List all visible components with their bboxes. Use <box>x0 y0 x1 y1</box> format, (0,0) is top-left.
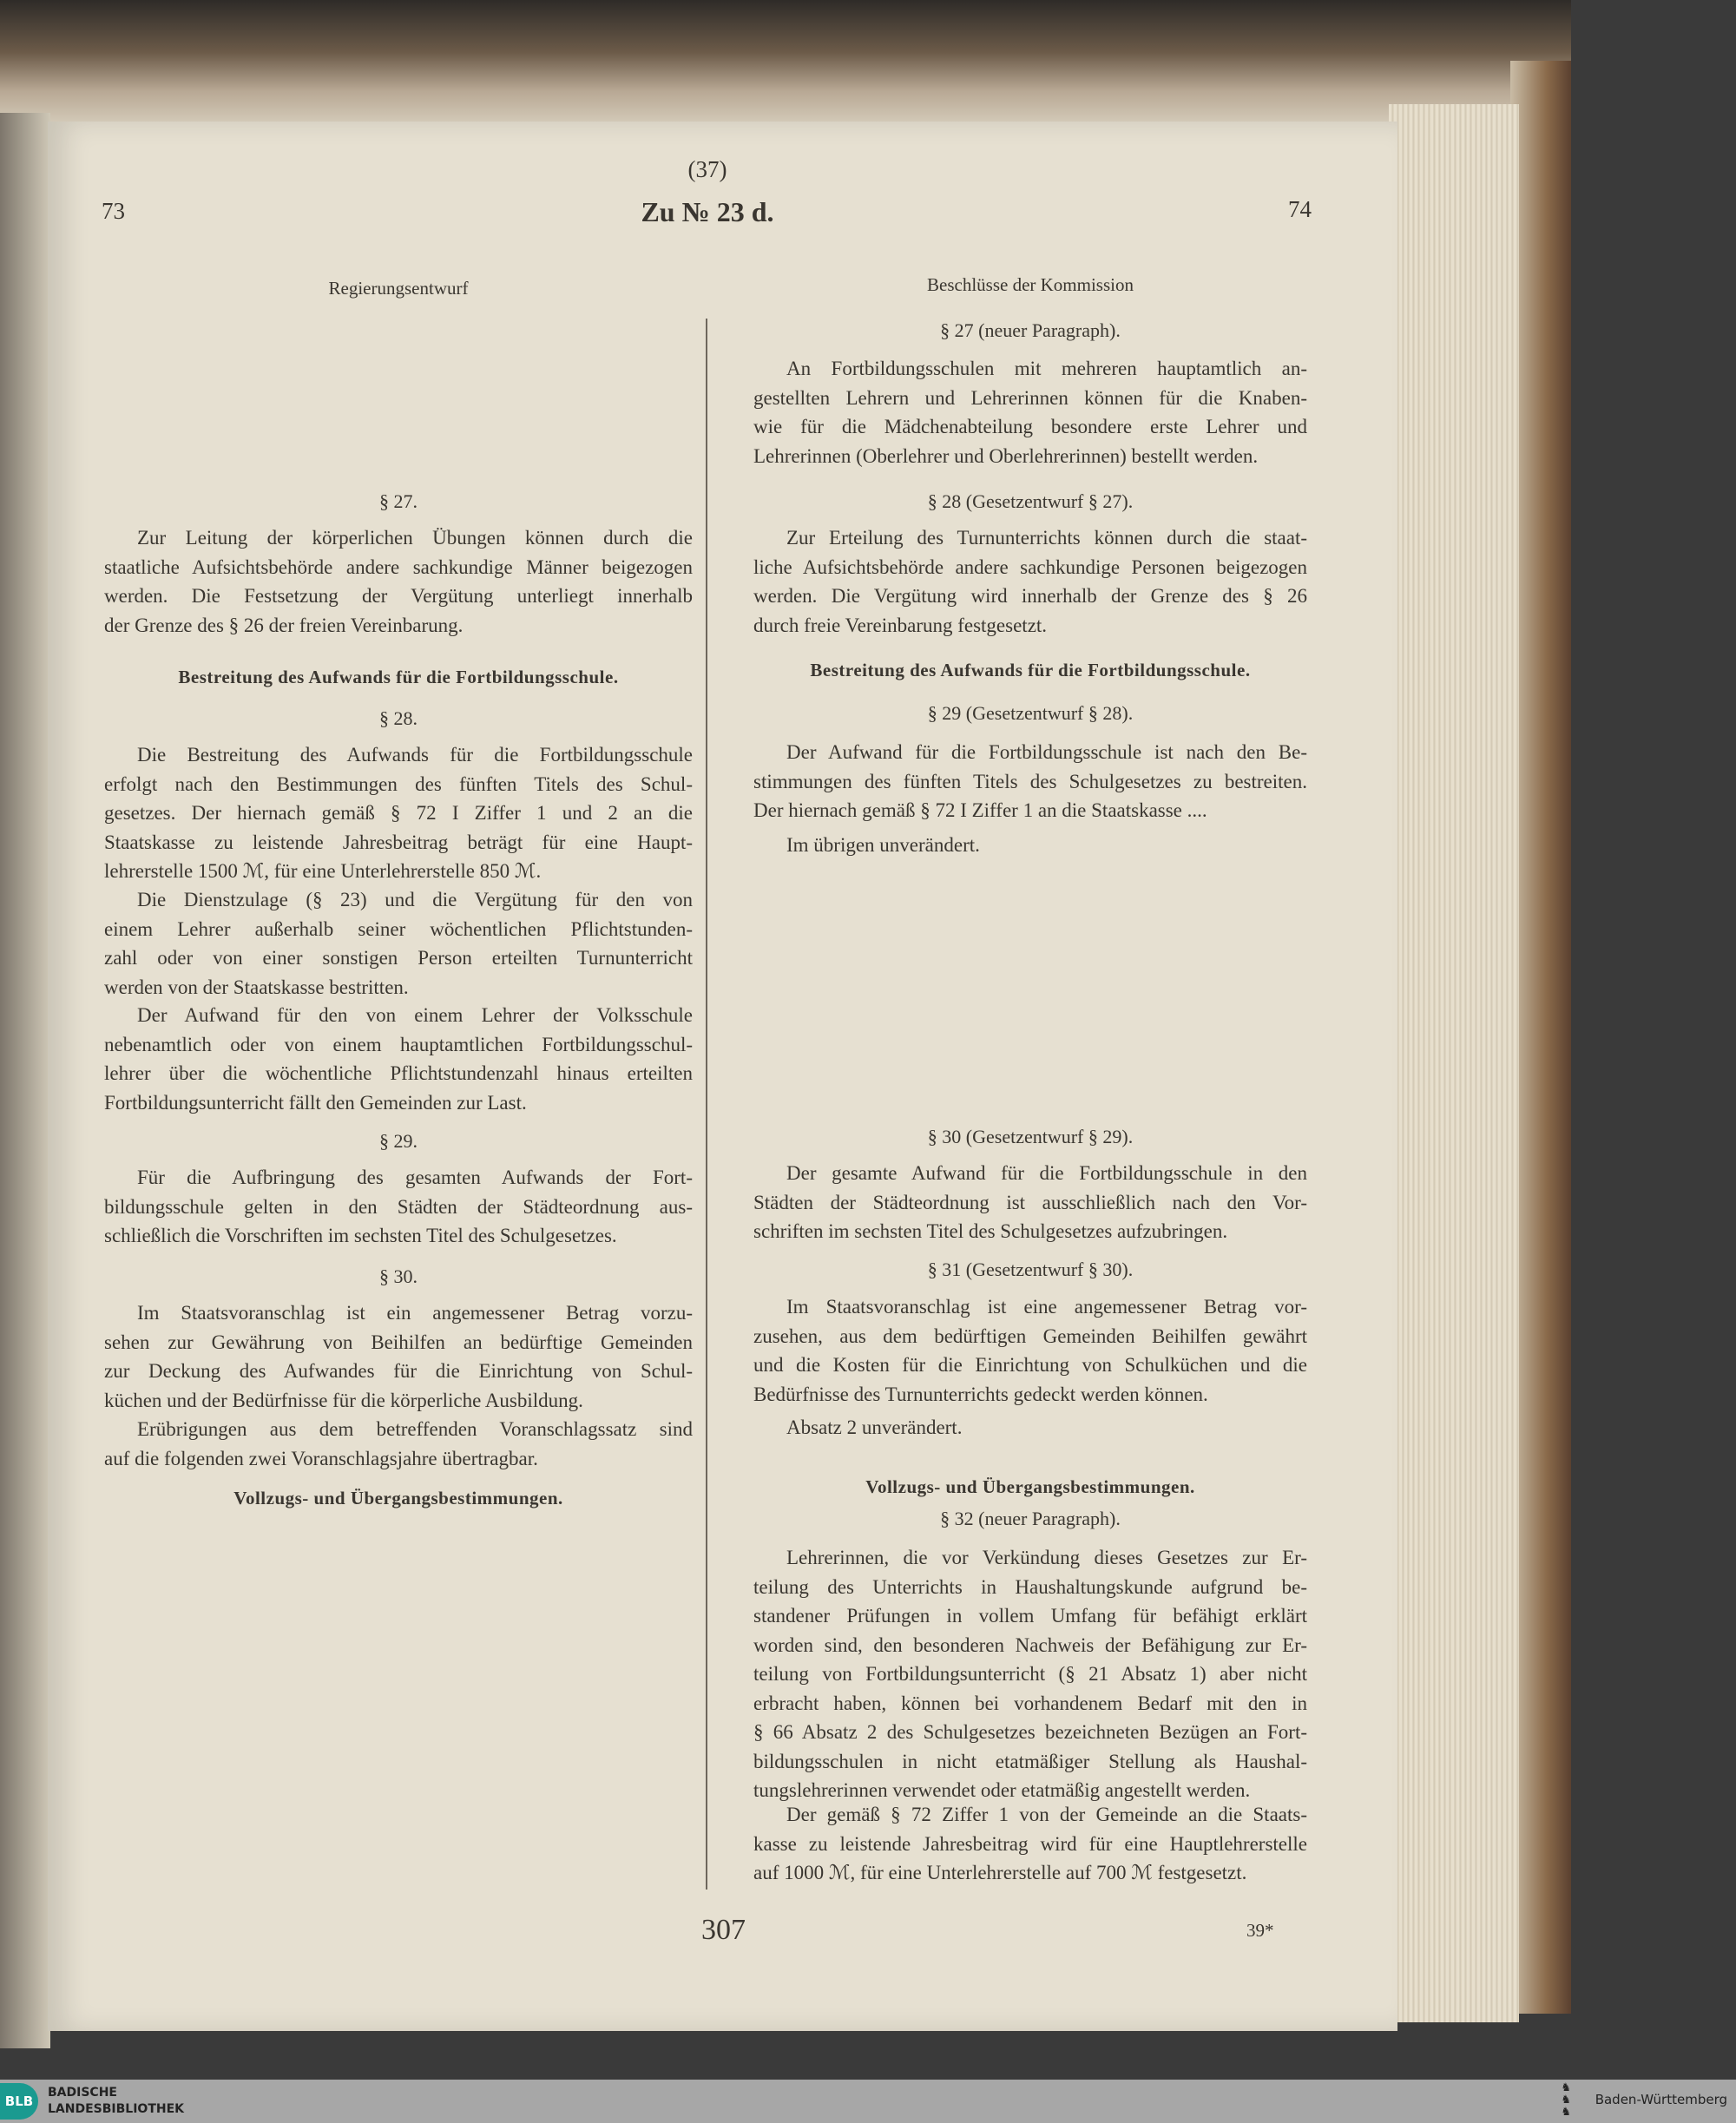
text-line: Der hiernach gemäß § 72 I Ziffer 1 an die Staatskasse .... <box>753 799 1207 821</box>
library-name <box>48 2085 184 2118</box>
paragraph <box>753 1800 1307 1888</box>
state-label[interactable]: Baden-Württemberg <box>1595 2092 1727 2107</box>
section-title: § 30. <box>379 1265 418 1287</box>
paragraph <box>104 1001 693 1117</box>
paragraph <box>753 523 1307 640</box>
text-line: lehrer über die wöchentliche Pflichtstundenzahl hinaus erteilten <box>104 1062 693 1084</box>
text-line: auf 1000 ℳ, für eine Unterlehrerstelle auf 700 ℳ festgesetzt. <box>753 1862 1247 1883</box>
column-divider <box>706 319 707 1890</box>
text-line: Bedürfnisse des Turnunterrichts gedeckt werden können. <box>753 1383 1208 1405</box>
paragraph <box>753 1159 1307 1246</box>
text-line: zahl oder von einer sonstigen Person erteilten Turnunterricht <box>104 947 693 969</box>
lions-crest-icon: ♞ ♞ ♞ <box>1561 2081 1571 2119</box>
section-title: § 28 (Gesetzentwurf § 27). <box>927 490 1134 512</box>
text-line: wie für die Mädchenabteilung besondere erste Lehrer und <box>753 416 1307 437</box>
text-line: Lehrerinnen (Oberlehrer und Oberlehrerinnen) bestellt werden. <box>753 444 1259 467</box>
text-line: gesetzes. Der hiernach gemäß § 72 I Ziffer 1 und 2 an die <box>104 802 693 824</box>
text-line: Erübrigungen aus dem betreffenden Voranschlagssatz sind <box>137 1418 693 1440</box>
book-top-edge <box>0 0 1571 130</box>
text-line: Fortbildungsunterricht fällt den Gemeinden zur Last. <box>104 1091 527 1114</box>
text-line: einem Lehrer außerhalb seiner wöchentlichen Pflichtstunden- <box>104 917 693 940</box>
section-heading: Vollzugs- und Übergangsbestimmungen. <box>865 1476 1195 1497</box>
right-column-title: Beschlüsse der Kommission <box>927 274 1134 295</box>
text-line: Der Aufwand für den von einem Lehrer der Volksschule <box>137 1004 693 1026</box>
text-line: Der gesamte Aufwand für die Fortbildungsschule in den <box>786 1162 1307 1184</box>
library-name-line2: LANDESBIBLIOTHEK <box>48 2102 185 2116</box>
text-line: Im übrigen unverändert. <box>786 834 980 856</box>
text-line: tungslehrerinnen verwendet oder etatmäßig angestellt werden. <box>753 1779 1251 1801</box>
section-title: § 27 (neuer Paragraph). <box>940 319 1121 341</box>
text-line: zusehen, aus dem bedürftigen Gemeinden Beihilfen gewährt <box>753 1324 1307 1347</box>
text-line: kasse zu leistende Jahresbeitrag wird für eine Hauptlehrerstelle <box>753 1832 1307 1855</box>
paragraph <box>104 1298 693 1415</box>
section-title: § 28. <box>379 707 418 729</box>
text-line: Die Bestreitung des Aufwands für die Fortbildungsschule <box>137 744 693 766</box>
text-line: der Grenze des § 26 der freien Vereinbarung. <box>104 614 464 636</box>
plate-number: (37) <box>687 156 727 182</box>
text-line: teilung des Unterrichts in Haushaltungskunde aufgrund be- <box>753 1575 1307 1598</box>
paragraph <box>753 831 1307 860</box>
paragraph <box>753 1292 1307 1409</box>
text-line: schließlich die Vorschriften im sechsten Titel des Schulgesetzes. <box>104 1225 617 1246</box>
text-line: bildungsschulen in nicht etatmäßiger Stellung als Haushal- <box>753 1750 1307 1772</box>
text-line: Der Aufwand für die Fortbildungsschule ist nach den Be- <box>786 741 1307 763</box>
section-title: § 29. <box>379 1130 418 1152</box>
text-line: Zur Erteilung des Turnunterrichts können durch die staat- <box>786 527 1307 549</box>
text-line: durch freie Vereinbarung festgesetzt. <box>753 614 1048 636</box>
text-line: teilung von Fortbildungsunterricht (§ 21 Absatz 1) aber nicht <box>753 1663 1307 1685</box>
text-line: § 66 Absatz 2 des Schulgesetzes bezeichneten Bezügen an Fort- <box>753 1721 1307 1743</box>
text-line: nebenamtlich oder von einem hauptamtlichen Fortbildungsschul- <box>104 1033 693 1055</box>
text-line: küchen und der Bedürfnisse für die körperliche Ausbildung. <box>104 1389 583 1411</box>
text-line: Zur Leitung der körperlichen Übungen können durch die <box>137 527 693 549</box>
text-line: und die Kosten für die Einrichtung von Schulküchen und die <box>753 1354 1307 1376</box>
text-line: Für die Aufbringung des gesamten Aufwands der Fort- <box>137 1167 693 1188</box>
text-line: Städten der Städteordnung ist ausschließlich nach den Vor- <box>753 1191 1307 1213</box>
text-line: stimmungen des fünften Titels des Schulgesetzes zu bestreiten. <box>753 770 1307 792</box>
section-title: § 32 (neuer Paragraph). <box>940 1508 1121 1529</box>
paragraph <box>104 523 693 640</box>
paragraph <box>104 740 693 886</box>
library-name-line1: BADISCHE <box>48 2086 117 2100</box>
text-line: werden. Die Vergütung wird innerhalb der Grenze des § 26 <box>753 585 1307 607</box>
text-line: Im Staatsvoranschlag ist eine angemessener Betrag vor- <box>786 1296 1307 1318</box>
text-line: sehen zur Gewährung von Beihilfen an bedürftige Gemeinden <box>104 1331 693 1353</box>
viewer-footer <box>0 2080 1736 2123</box>
paragraph <box>104 1415 693 1473</box>
text-line: Staatskasse zu leistende Jahresbeitrag beträgt für eine Haupt- <box>104 831 693 853</box>
paragraph <box>753 738 1307 825</box>
paragraph <box>753 354 1307 470</box>
section-title: § 30 (Gesetzentwurf § 29). <box>927 1126 1134 1147</box>
document-title: Zu № 23 d. <box>641 196 774 227</box>
section-title: § 31 (Gesetzentwurf § 30). <box>927 1259 1134 1280</box>
text-line: Lehrerinnen, die vor Verkündung dieses Gesetzes zur Er- <box>786 1547 1307 1568</box>
text-line: erfolgt nach den Bestimmungen des fünften Titels des Schul- <box>104 772 693 795</box>
paragraph <box>104 885 693 1002</box>
text-line: zur Deckung des Aufwandes für die Einrichtung von Schul- <box>104 1360 693 1382</box>
left-column-title: Regierungsentwurf <box>328 278 469 299</box>
text-line: worden sind, den besonderen Nachweis der Befähigung zur Er- <box>753 1633 1307 1656</box>
text-line: gestellten Lehrern und Lehrerinnen können für die Knaben- <box>753 386 1307 409</box>
text-line: erbracht haben, können bei vorhandenem Bedarf mit den in <box>753 1692 1307 1714</box>
text-line: staatliche Aufsichtsbehörde andere sachkundige Männer beigezogen <box>104 555 693 578</box>
section-heading: Bestreitung des Aufwands für die Fortbildungsschule. <box>178 667 619 687</box>
text-line: standener Prüfungen in vollem Umfang für befähigt erklärt <box>753 1605 1307 1627</box>
section-title: § 29 (Gesetzentwurf § 28). <box>927 702 1134 724</box>
previous-page-edge <box>0 113 50 2048</box>
section-title: § 27. <box>379 490 418 512</box>
text-line: liche Aufsichtsbehörde andere sachkundige Personen beigezogen <box>753 555 1307 578</box>
section-heading: Vollzugs- und Übergangsbestimmungen. <box>233 1488 563 1508</box>
paragraph <box>104 1163 693 1251</box>
text-line: Der gemäß § 72 Ziffer 1 von der Gemeinde an die Staats- <box>786 1804 1307 1825</box>
text-line: werden von der Staatskasse bestritten. <box>104 976 409 998</box>
paragraph <box>753 1543 1307 1805</box>
page-footer-number: 307 <box>701 1914 746 1946</box>
page-number-left: 73 <box>102 198 125 224</box>
page-number-right: 74 <box>1288 196 1312 222</box>
blb-logo[interactable]: BLB <box>0 2083 38 2120</box>
text-line: werden. Die Festsetzung der Vergütung unterliegt innerhalb <box>104 585 693 607</box>
section-heading: Bestreitung des Aufwands für die Fortbildungsschule. <box>810 660 1251 680</box>
page-stack-edge <box>1389 104 1519 2022</box>
signature-mark: 39* <box>1246 1920 1274 1941</box>
text-line: auf die folgenden zwei Voranschlagsjahre übertragbar. <box>104 1447 538 1469</box>
text-line: Die Dienstzulage (§ 23) und die Vergütung für den von <box>137 889 693 910</box>
text-line: An Fortbildungsschulen mit mehreren hauptamtlich an- <box>786 358 1307 379</box>
text-line: lehrerstelle 1500 ℳ, für eine Unterlehrerstelle 850 ℳ. <box>104 860 542 882</box>
text-line: Absatz 2 unverändert. <box>786 1416 963 1438</box>
book-cover-edge <box>1510 61 1571 2014</box>
paragraph <box>753 1413 1307 1443</box>
text-line: schriften im sechsten Titel des Schulgesetzes aufzubringen. <box>753 1220 1228 1242</box>
text-line: Im Staatsvoranschlag ist ein angemessener Betrag vorzu- <box>137 1302 693 1324</box>
text-line: bildungsschule gelten in den Städten der Städteordnung aus- <box>104 1195 693 1218</box>
